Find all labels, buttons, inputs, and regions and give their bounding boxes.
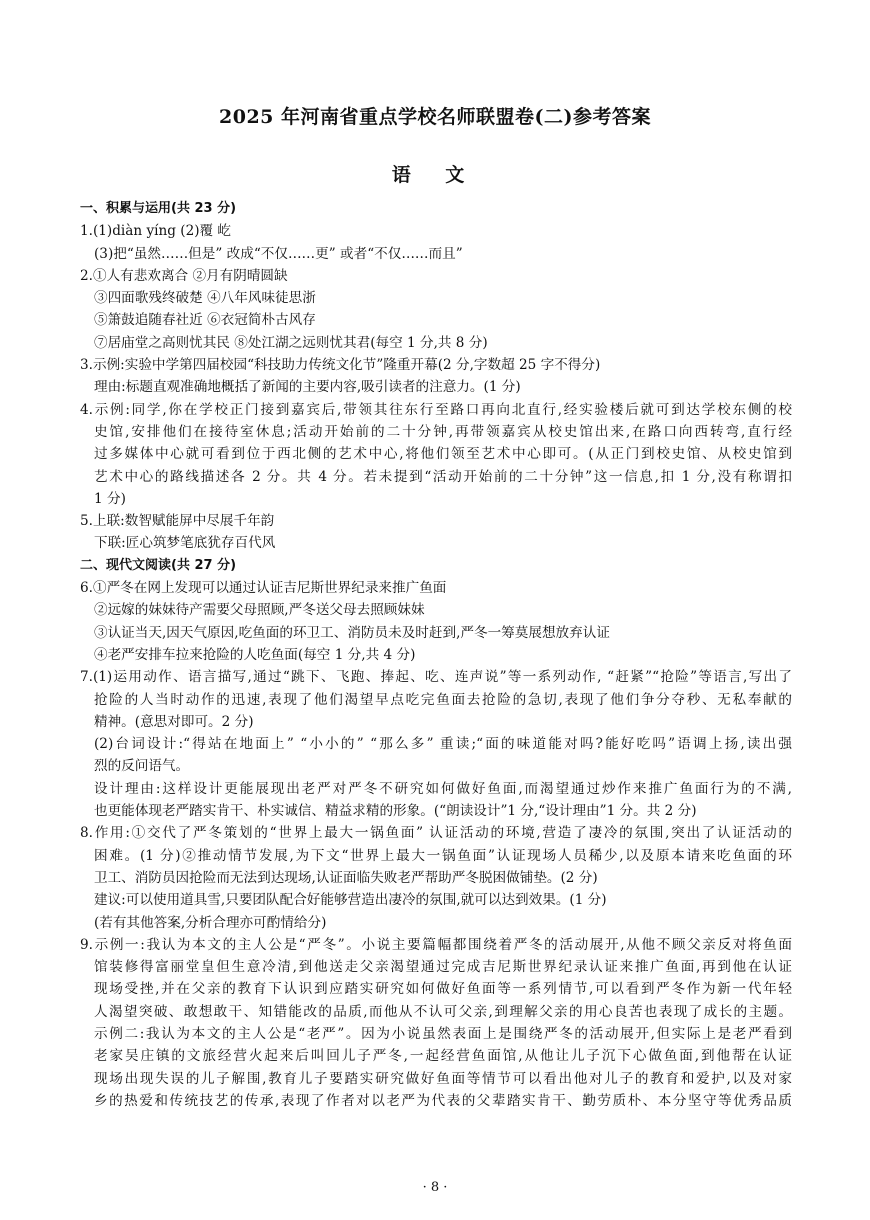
answer-body [80, 198, 792, 1112]
answer-line: 过多媒体中心就可看到位于西北侧的艺术中心,将他们领至艺术中心即可。(从正门到校史馆、从校史馆到 [94, 446, 792, 463]
answer-line: 老家吴庄镇的文旅经营火起来后叫回儿子严冬,一起经营鱼面馆,从他让儿子沉下心做鱼面,到他帮在认证 [94, 1048, 792, 1065]
answer-line: 也更能体现老严踏实肯干、朴实诚信、精益求精的形象。(“朗读设计”1 分,“设计理由”1 分。共 2 分) [94, 803, 697, 820]
answer-line: 8.作用:①交代了严冬策划的“世界上最大一锅鱼面” 认证活动的环境,营造了凄冷的氛围,突出了认证活动的 [80, 825, 792, 842]
answer-line: ③四面歌残终破楚 ④八年风味徒思浙 [94, 290, 316, 307]
answer-line: (2)台词设计:“得站在地面上” “小小的” “那么多” 重读;“面的味道能对吗?能好吃吗”语调上扬,读出强 [94, 736, 792, 753]
answer-line: 3.示例:实验中学第四届校园“科技助力传统文化节”隆重开幕(2 分,字数超 25 字不得分) [80, 357, 601, 374]
answer-line: ④老严安排车拉来抢险的人吃鱼面(每空 1 分,共 4 分) [94, 646, 416, 663]
answer-line: 4.示例:同学,你在学校正门接到嘉宾后,带领其往东行至路口再向北直行,经实验楼后就可到达学校东侧的校 [80, 401, 792, 418]
answer-line: 抢险的人当时动作的迅速,表现了他们渴望早点吃完鱼面去抢险的急切,表现了他们争分夺秒、无私奉献的 [94, 691, 792, 708]
answer-line: 困难。(1 分)②推动情节发展,为下文“世界上最大一锅鱼面”认证现场人员稀少,以及原本请来吃鱼面的环 [94, 847, 792, 864]
answer-line: 6.①严冬在网上发现可以通过认证吉尼斯世界纪录来推广鱼面 [80, 580, 447, 597]
answer-line: 烈的反问语气。 [94, 758, 190, 775]
answer-line: 史馆,安排他们在接待室休息;活动开始前的二十分钟,再带领嘉宾从校史馆出来,在路口向西转弯,直行经 [94, 423, 792, 440]
answer-line: 下联:匠心筑梦笔底犹存百代风 [94, 535, 276, 552]
answer-line: 建议:可以使用道具雪,只要团队配合好能够营造出凄冷的氛围,就可以达到效果。(1 分) [94, 892, 607, 909]
answer-line: 2.①人有悲欢离合 ②月有阴晴圆缺 [80, 267, 288, 284]
answer-line: 1.(1)diàn yíng (2)覆 屹 [80, 223, 232, 240]
answer-line: 艺术中心的路线描述各 2 分。共 4 分。若未提到“活动开始前的二十分钟”这一信息,扣 1 分,没有称谓扣 [94, 468, 792, 485]
answer-line: 5.上联:数智赋能屏中尽展千年韵 [80, 513, 275, 530]
answer-line: 7.(1)运用动作、语言描写,通过“跳下、飞跑、捧起、吃、连声说”等一系列动作, “赶紧”“抢险”等语言,写出了 [80, 669, 792, 686]
answer-line: 现场受挫,并在父亲的教育下认识到应踏实研究如何做好鱼面等一系列情节,可以看到严冬作为新一代年轻 [94, 981, 792, 998]
answer-line: 理由:标题直观准确地概括了新闻的主要内容,吸引读者的注意力。(1 分) [94, 379, 521, 396]
answer-line: ⑤箫鼓追随春社近 ⑥衣冠简朴古风存 [94, 312, 316, 329]
answer-line: 1 分) [94, 490, 126, 507]
answer-line: 馆装修得富丽堂皇但生意冷清,到他送走父亲渴望通过完成吉尼斯世界纪录认证来推广鱼面,再到他在认证 [94, 959, 792, 976]
answer-line: ②远嫁的妹妹待产需要父母照顾,严冬送父母去照顾妹妹 [94, 602, 425, 619]
answer-line: (若有其他答案,分析合理亦可酌情给分) [94, 914, 327, 931]
answer-line: 设计理由:这样设计更能展现出老严对严冬不研究如何做好鱼面,而渴望通过炒作来推广鱼面行为的不满, [94, 780, 792, 797]
answer-line: 现场出现失误的儿子解围,教育儿子要踏实研究做好鱼面等情节可以看出他对儿子的教育和爱护,以及对家 [94, 1070, 792, 1087]
answer-line: ③认证当天,因天气原因,吃鱼面的环卫工、消防员未及时赶到,严冬一筹莫展想放弃认证 [94, 624, 610, 641]
answer-line: 乡的热爱和传统技艺的传承,表现了作者对以老严为代表的父辈踏实肯干、勤劳质朴、本分坚守等优秀品质 [94, 1092, 792, 1109]
answer-line: ⑦居庙堂之高则忧其民 ⑧处江湖之远则忧其君(每空 1 分,共 8 分) [94, 334, 488, 351]
answer-line: (3)把“虽然……但是” 改成“不仅……更” 或者“不仅……而且” [94, 245, 463, 262]
answer-line: 9.示例一:我认为本文的主人公是“严冬”。小说主要篇幅都围绕着严冬的活动展开,从他不顾父亲反对将鱼面 [80, 936, 792, 953]
section-heading: 二、现代文阅读(共 27 分) [80, 557, 237, 573]
page-title: 2025 年河南省重点学校名师联盟卷(二)参考答案 [219, 106, 651, 128]
answer-line: 卫工、消防员因抢险而无法到达现场,认证面临失败老严帮助严冬脱困做铺垫。(2 分) [94, 869, 598, 886]
page-number: · 8 · [422, 1180, 448, 1195]
section-heading: 一、积累与运用(共 23 分) [80, 201, 237, 216]
subject-heading: 语 文 [391, 164, 479, 186]
answer-line: 示例二:我认为本文的主人公是“老严”。因为小说虽然表面上是围绕严冬的活动展开,但实际上是老严看到 [94, 1025, 792, 1042]
answer-line: 人渴望突破、敢想敢干、知错能改的品质,而他从不认可父亲,到理解父亲的用心良苦也表现了成长的主题。 [94, 1003, 792, 1020]
answer-line: 精神。(意思对即可。2 分) [94, 713, 254, 730]
